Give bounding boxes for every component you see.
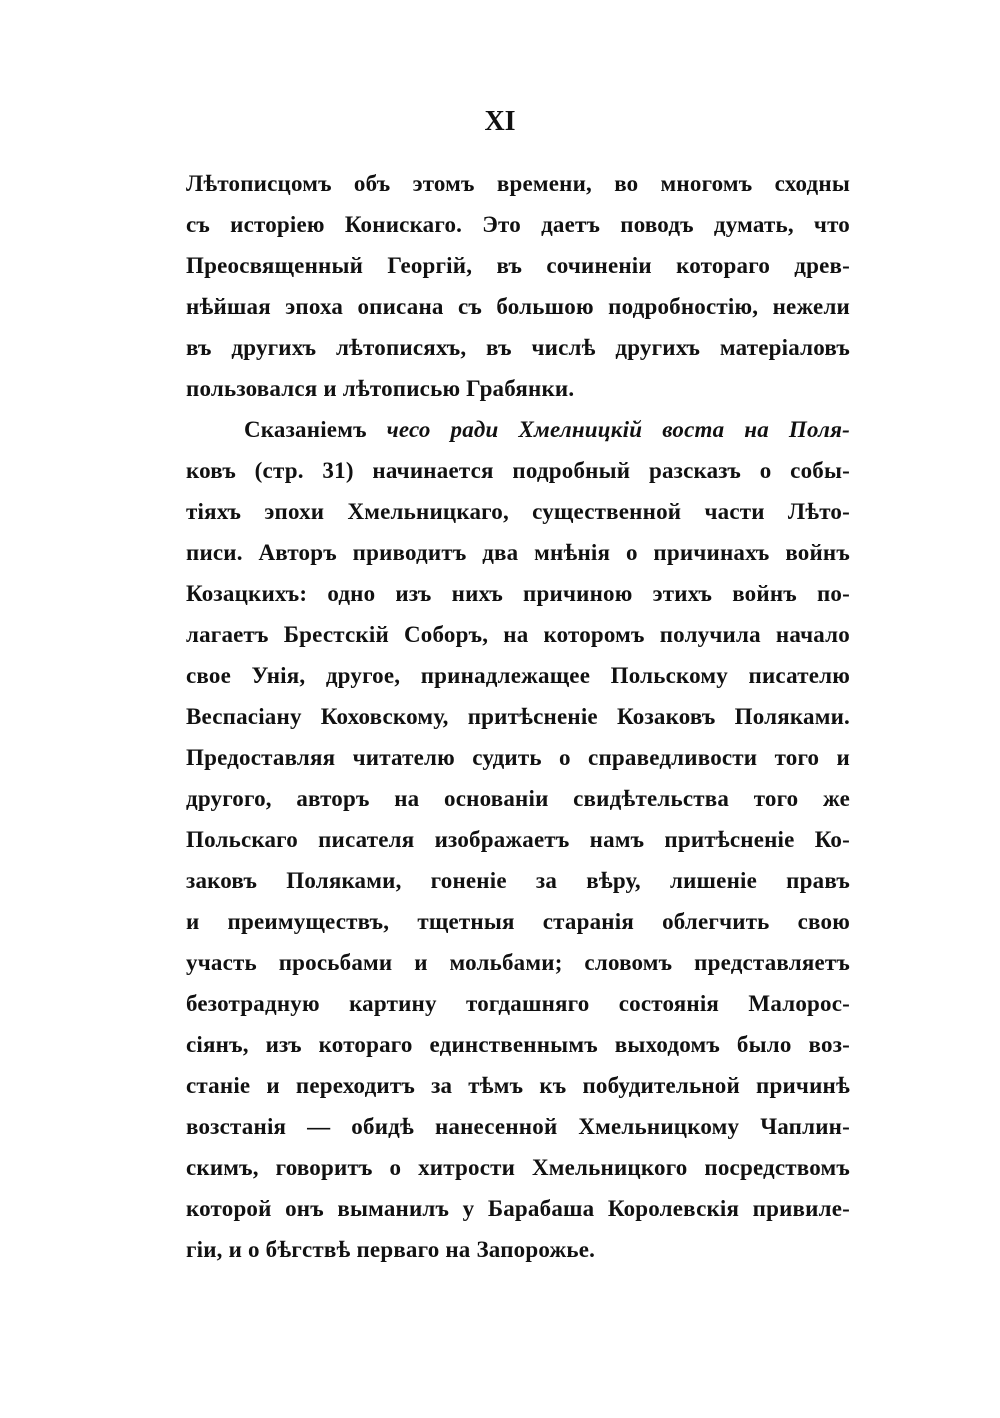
text-line: заковъ Поляками, гоненіе за вѣру, лишеніе правъ: [186, 868, 850, 893]
text-line: Козацкихъ: одно изъ нихъ причиною этихъ войнъ по-: [186, 581, 850, 606]
italic-title: чесо ради Хмелницкій воста на Поля-: [386, 417, 850, 442]
text-line: другого, авторъ на основаніи свидѣтельства того же: [186, 786, 850, 811]
text-line: сіянъ, изъ котораго единственнымъ выходомъ было воз-: [186, 1032, 850, 1057]
text-line: лагаетъ Брестскій Соборъ, на которомъ получила начало: [186, 622, 850, 647]
text-line: нѣйшая эпоха описана съ большою подробностію, нежели: [186, 294, 850, 319]
text-line: тіяхъ эпохи Хмельницкаго, существенной части Лѣто-: [186, 499, 850, 524]
text-line: Преосвященный Георгій, въ сочиненіи котораго древ-: [186, 253, 850, 278]
text-lead: Сказаніемъ: [244, 417, 387, 442]
text-line: съ исторіею Конискаго. Это даетъ поводъ думать, что: [186, 212, 850, 237]
paragraph-start-line: [186, 409, 850, 450]
text-line: и преимуществъ, тщетныя старанія облегчить свою: [186, 909, 850, 934]
text-line: безотрадную картину тогдашняго состоянія Малорос-: [186, 991, 850, 1016]
text-line: Лѣтописцомъ объ этомъ времени, во многомъ сходны: [186, 171, 850, 196]
text-line: въ другихъ лѣтописяхъ, въ числѣ другихъ матеріаловъ: [186, 335, 850, 360]
text-line: участь просьбами и мольбами; словомъ представляетъ: [186, 950, 850, 975]
body-text: [186, 163, 850, 1270]
text-line: возстанія — обидѣ нанесенной Хмельницкому Чаплин-: [186, 1114, 850, 1139]
text-line: станіе и переходитъ за тѣмъ къ побудительной причинѣ: [186, 1073, 850, 1098]
text-line: свое Унія, другое, принадлежащее Польскому писателю: [186, 663, 850, 688]
text-line: Предоставляя читателю судить о справедливости того и: [186, 745, 850, 770]
text-line: Веспасіану Коховскому, притѣсненіе Козаковъ Поляками.: [186, 704, 850, 729]
page-number: XI: [484, 106, 516, 137]
text-line: гіи, и о бѣгствѣ перваго на Запорожье.: [186, 1237, 596, 1262]
text-line: Польскаго писателя изображаетъ намъ притѣсненіе Ко-: [186, 827, 850, 852]
text-line: скимъ, говоритъ о хитрости Хмельницкого посредствомъ: [186, 1155, 850, 1180]
text-line: писи. Авторъ приводитъ два мнѣнія о причинахъ войнъ: [186, 540, 850, 565]
text-line: которой онъ выманилъ у Барабаша Королевскія привиле-: [186, 1196, 850, 1221]
text-line: пользовался и лѣтописью Грабянки.: [186, 376, 575, 401]
text-line: ковъ (стр. 31) начинается подробный разсказъ о собы-: [186, 458, 850, 483]
